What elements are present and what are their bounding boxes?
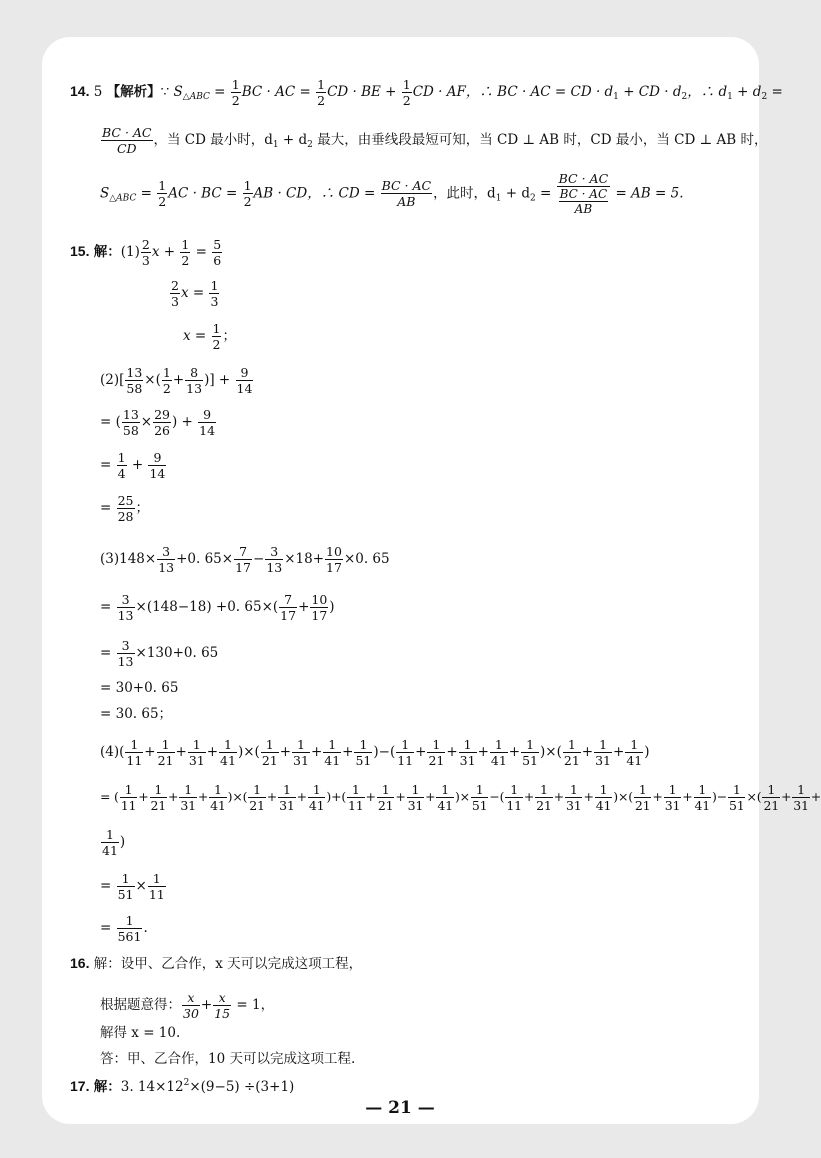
q15-part4-line-4: = $\frac{1}{51}$ × $\frac{1}{11}$ [100, 871, 165, 902]
fraction: $\frac{1}{2}$ [402, 77, 411, 108]
q16-line-1: 16. 解：设甲、乙合作，x 天可以完成这项工程， [70, 955, 363, 972]
q16-line-4: 答：甲、乙合作，10 天可以完成这项工程. [100, 1051, 356, 1067]
q15-part2-line-2: = ( $\frac{13}{58}$ × $\frac{29}{26}$ ) + $\frac{9}{14}$ [100, 407, 216, 438]
q15-part3-line-3: = $\frac{3}{13}$ ×130+0. 65 [100, 638, 219, 669]
fraction: $\frac{1}{2}$ [158, 178, 167, 210]
q15-part2-line-3: = $\frac{1}{4}$ + $\frac{9}{14}$ [100, 450, 166, 481]
fraction: $\frac{1}{2}$ [231, 77, 240, 108]
q14-line-2: $\frac{BC \cdot AC}{CD}$ ，当 CD 最小时，$d_1 + d_2$ 最大，由垂线段最短可知，当 CD ⊥ AB 时，CD 最小，当 CD ⊥ AB 时， [102, 125, 768, 156]
compound-fraction: $\frac{BC \cdot AC}{\frac{BC \cdot AC}{AB}}$ [557, 171, 611, 217]
q15-part3-line-1: (3)148× $\frac{3}{13}$ +0. 65× $\frac{7}{17}$ − $\frac{3}{13}$ ×18+ $\frac{10}{17}$ ×0. 65 [100, 544, 390, 575]
q15-part3-line-5: = 30. 65； [100, 706, 173, 722]
q17-line-1: 17. 解：3. $14\times 12^2\times(9-5) \div(3+1)$ [70, 1078, 295, 1095]
q16-line-2: 根据题意得： $\frac{x}{30}$ + $\frac{x}{15}$ = 1， [100, 990, 275, 1021]
fraction: $\frac{1}{2}$ [243, 178, 252, 210]
fraction: $\frac{1}{2}$ [317, 77, 326, 108]
q15-part3-line-2: = $\frac{3}{13}$ ×(148−18) +0. 65×( $\frac{7}{17}$ + $\frac{10}{17}$ ) [100, 592, 335, 623]
q16-line-3: 解得 x = 10. [100, 1025, 181, 1041]
q15-part1-line-1: 15. 解：(1) $\frac{2}{3}$ x + $\frac{1}{2}$ = $\frac{5}{6}$ [70, 237, 222, 268]
q15-part3-line-4: = 30+0. 65 [100, 680, 179, 696]
q15-part1-line-3: x = $\frac{1}{2}$ ； [183, 321, 236, 352]
page-number: — 21 — [365, 1098, 435, 1118]
q15-part4-line-3: $\frac{1}{41}$ ) [102, 827, 126, 858]
q15-part4-line-2: = ( $\frac{1}{11}$ + $\frac{1}{21}$ + $\frac{1}{31}$ + $\frac{1}{41}$ )×( $\frac{1}{21}$ + $\frac{1}{31}$ + $\frac{1}{41}$ )+( $\frac{1}{11}$ + $\frac{1}{21}$ + $\frac{1}{31}$ + $\frac{1}{41}$ )× $\frac{1}{51}$ −( $\frac{1}{11}$ + $\frac{1}{21}$ + $\frac{1}{31}$ + $\frac{1}{41}$ )×( $\frac{1}{21}$ + $\frac{1}{31}$ + $\frac{1}{41}$ )− $\frac{1}{51}$ ×( $\frac{1}{21}$ + $\frac{1}{31}$ + [100, 782, 821, 813]
q14-number: 14. [70, 83, 90, 99]
fraction: $\frac{BC \cdot AC}{CD}$ [102, 125, 152, 156]
q15-part2-line-4: = $\frac{25}{28}$ ； [100, 493, 150, 524]
answer-page [42, 37, 821, 1124]
q14-line-1: 14. 5 【解析】∵ $S_{\triangle ABC}$ = $\frac{1}{2}$ BC · AC = $\frac{1}{2}$ CD · BE + $\frac{1}{2}$ CD · AF，∴ BC · AC = CD · $d_1$ + CD · $d_2$，∴ $d_1 + d_2$ = [70, 77, 783, 108]
q15-part4-line-1: (4)( $\frac{1}{11}$ + $\frac{1}{21}$ + $\frac{1}{31}$ + $\frac{1}{41}$ )×( $\frac{1}{21}$ + $\frac{1}{31}$ + $\frac{1}{41}$ + $\frac{1}{51}$ )−( $\frac{1}{11}$ + $\frac{1}{21}$ + $\frac{1}{31}$ + $\frac{1}{41}$ + $\frac{1}{51}$ )×( $\frac{1}{21}$ + $\frac{1}{31}$ + $\frac{1}{41}$ ) [100, 737, 650, 768]
fraction: $\frac{BC \cdot AC}{AB}$ [381, 178, 432, 210]
q15-part4-line-5: = $\frac{1}{561}$ . [100, 913, 148, 944]
q15-part2-line-1: (2)[ $\frac{13}{58}$ ×( $\frac{1}{2}$ + $\frac{8}{13}$ )] + $\frac{9}{14}$ [100, 365, 253, 396]
q14-line-3: $S_{\triangle ABC}$ = $\frac{1}{2}$ AC · BC = $\frac{1}{2}$ AB · CD，∴ CD = $\frac{BC \cdot AC}{AB}$ ，此时，$d_1 + d_2$ = $\frac{BC \cdot AC}{\frac{BC \cdot AC}{AB}}$ = AB = 5. [100, 171, 684, 217]
q15-part1-line-2: $\frac{2}{3}$ x = $\frac{1}{3}$ [171, 278, 219, 309]
